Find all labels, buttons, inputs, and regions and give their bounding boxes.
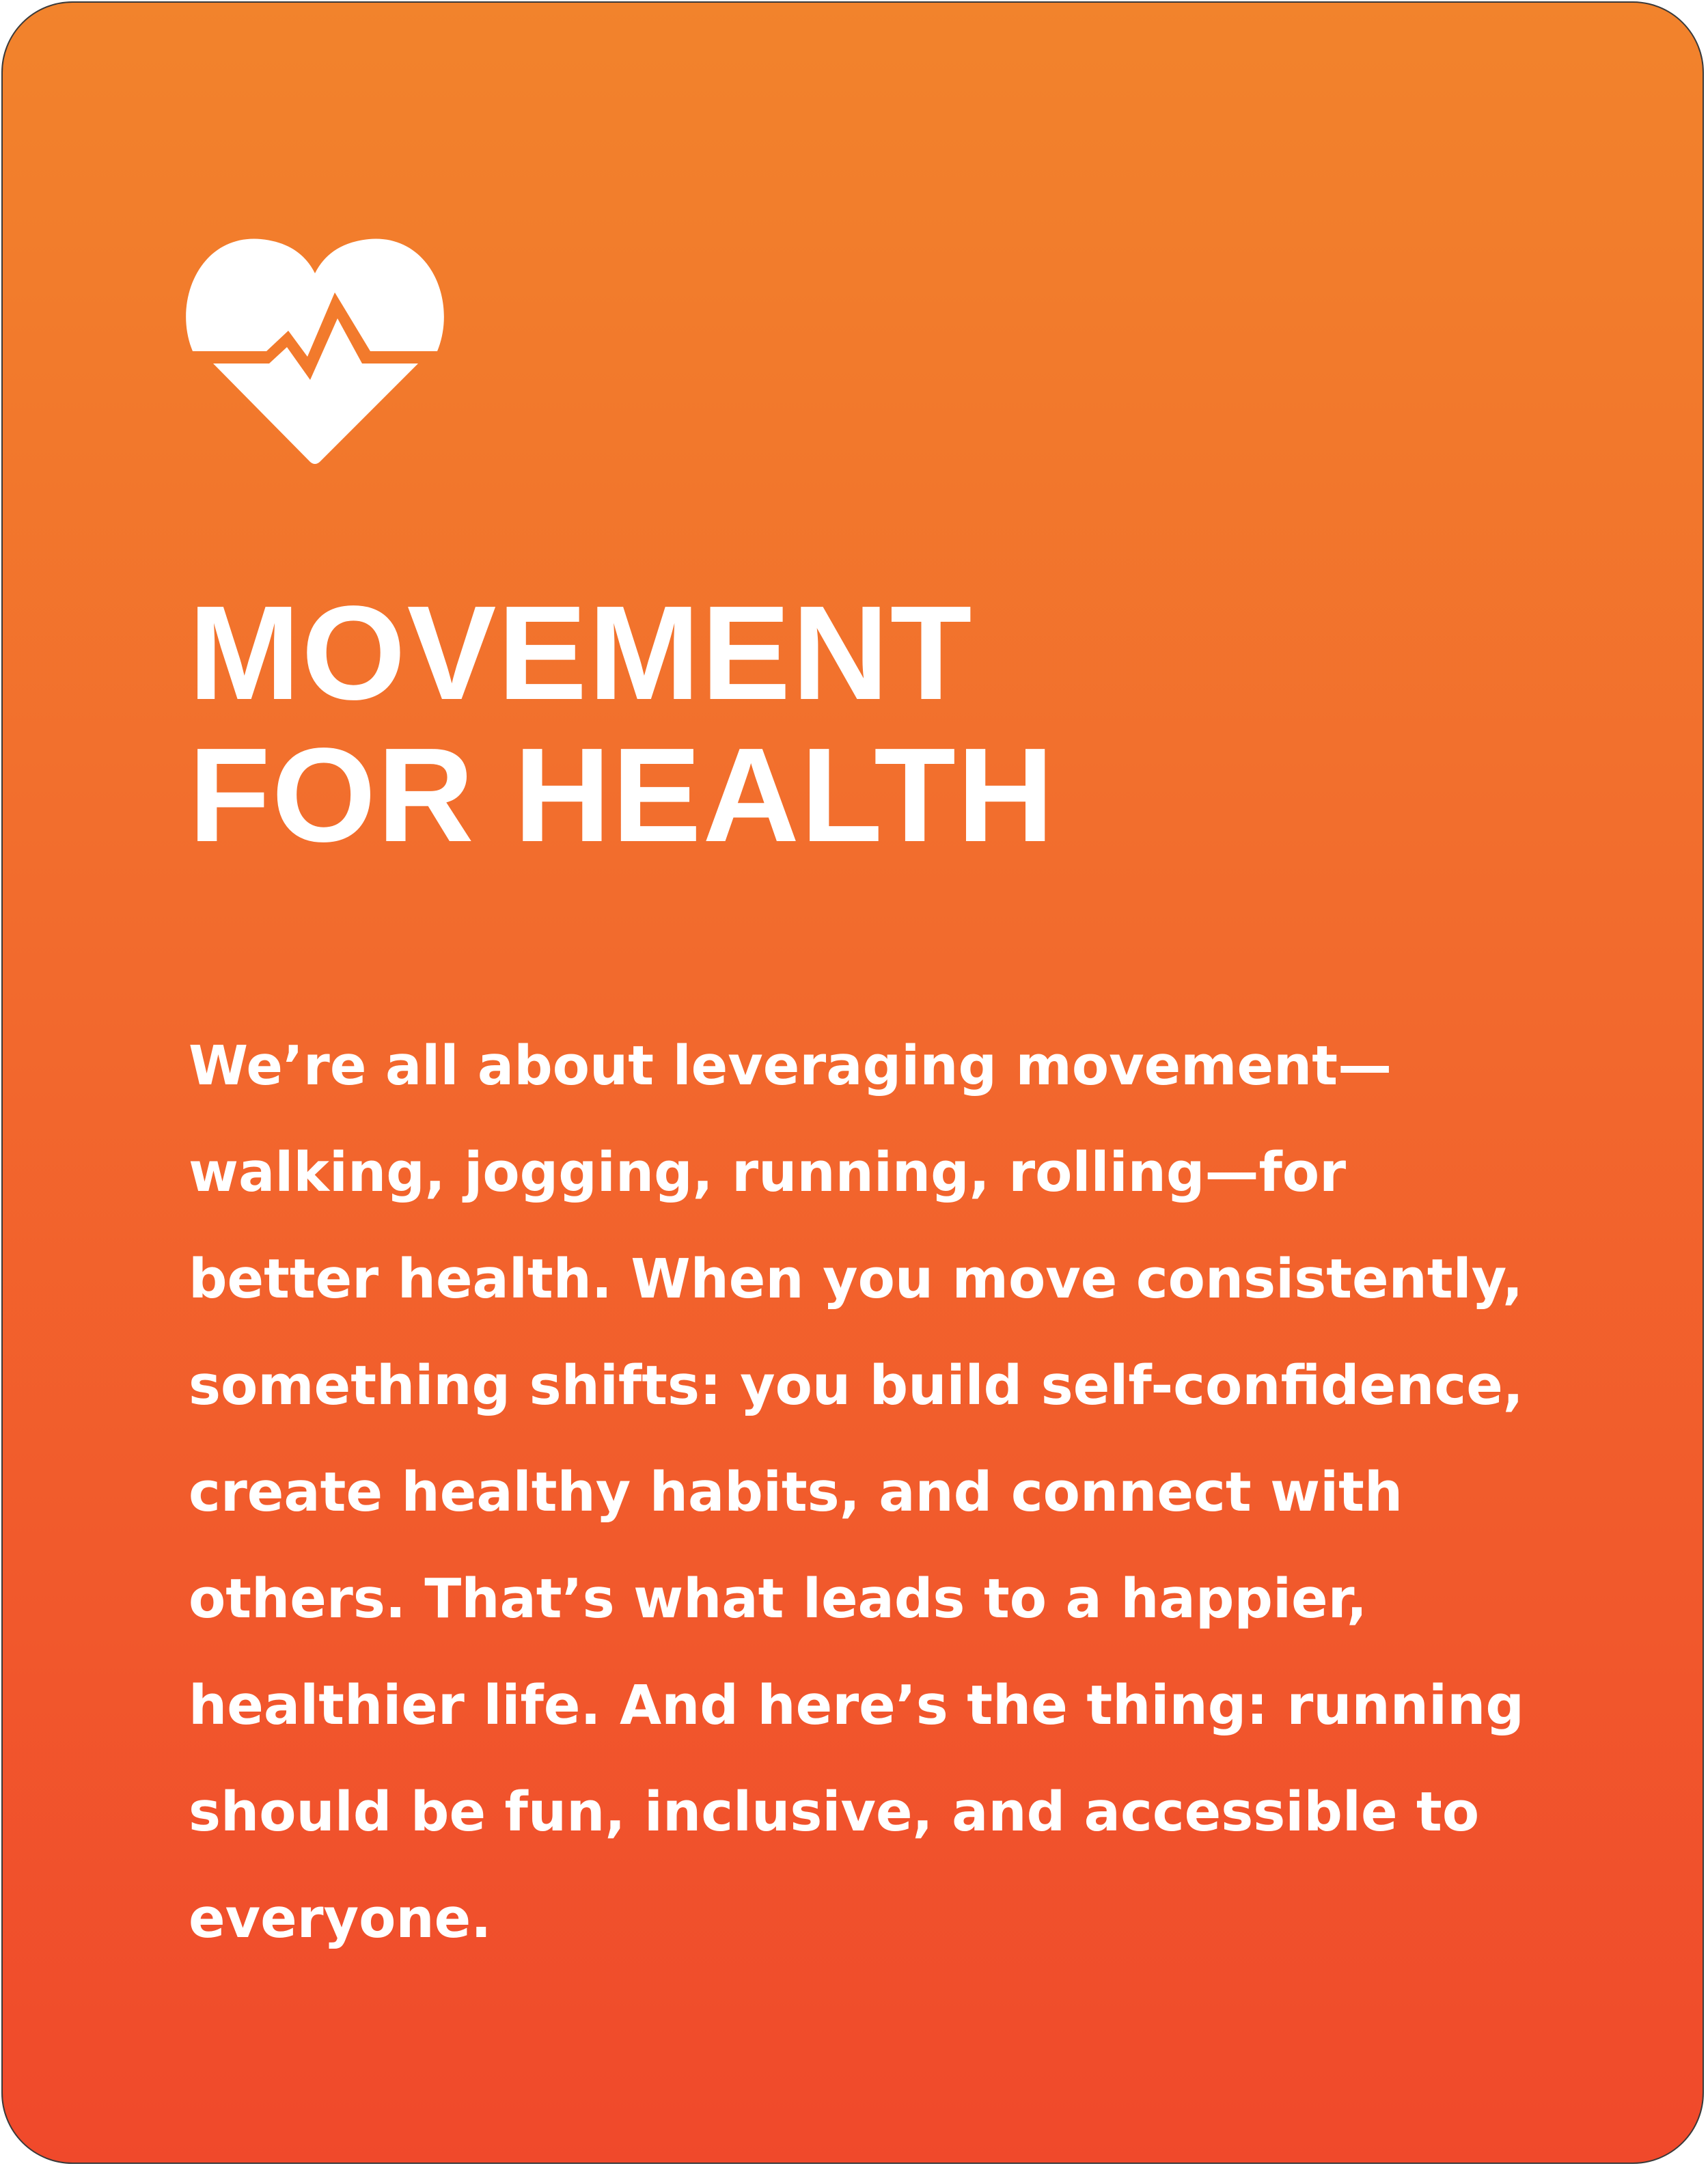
description-line: should be fun, inclusive, and accessible to	[189, 1781, 1480, 1843]
description-line: others. That’s what leads to a happier,	[189, 1567, 1367, 1630]
description-line: walking, jogging, running, rolling—for	[189, 1141, 1347, 1204]
description-line: healthier life. And here’s the thing: running	[189, 1674, 1524, 1737]
title-line: MOVEMENT	[189, 578, 974, 728]
page-title	[189, 578, 1555, 870]
description-line: create healthy habits, and connect with	[189, 1461, 1403, 1524]
description-line: everyone.	[189, 1887, 492, 1950]
info-card	[1, 1, 1704, 2164]
description-line: something shifts: you build self-confidence,	[189, 1354, 1524, 1417]
title-line: FOR HEALTH	[189, 720, 1056, 870]
description-line: better health. When you move consistently,	[189, 1248, 1524, 1311]
heart-pulse-icon	[186, 234, 444, 465]
description-line: We’re all about leveraging movement—	[189, 1034, 1392, 1097]
description-paragraph	[189, 1013, 1589, 1972]
